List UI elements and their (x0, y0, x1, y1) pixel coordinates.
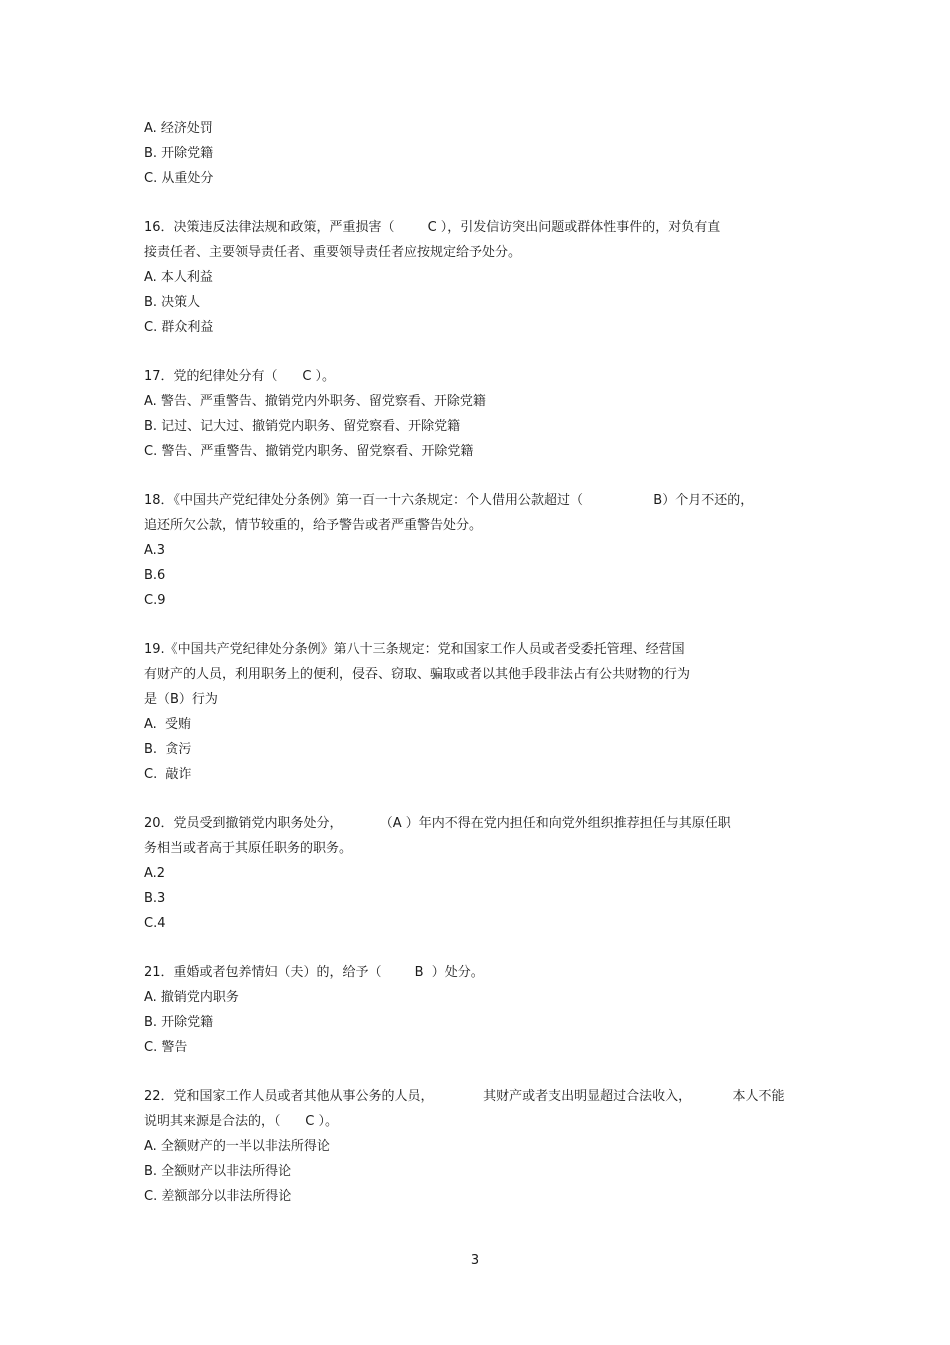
question-stem: 18．《中国共产党纪律处分条例》第一百一十六条规定：个人借用公款超过（ B）个月不还的， (144, 493, 754, 508)
option-b: B.6 (144, 568, 166, 583)
option-c: C. 从重处分 (144, 171, 214, 186)
question-17 (144, 364, 824, 464)
option-a: A. 全额财产的一半以非法所得论 (144, 1139, 330, 1154)
question-stem: 务相当或者高于其原任职务的职务。 (144, 841, 353, 856)
option-c: C. 敲诈 (144, 767, 192, 782)
option-a: A. 本人利益 (144, 270, 213, 285)
option-b: B. 全额财产以非法所得论 (144, 1164, 292, 1179)
question-19 (144, 637, 824, 787)
question-stem: 有财产的人员，利用职务上的便利，侵吞、窃取、骗取或者以其他手段非法占有公共财物的行为 (144, 667, 691, 682)
question-stem: 20．党员受到撤销党内职务处分， （A ）年内不得在党内担任和向党外组织推荐担任与其原任职 (144, 816, 731, 831)
option-b: B. 决策人 (144, 295, 201, 310)
option-a: A. 经济处罚 (144, 121, 213, 136)
question-21 (144, 960, 824, 1060)
option-a: A.3 (144, 543, 166, 558)
question-stem: 17．党的纪律处分有（ C ）。 (144, 369, 336, 384)
option-c: C. 警告、严重警告、撤销党内职务、留党察看、开除党籍 (144, 444, 474, 459)
option-a: A. 警告、严重警告、撤销党内外职务、留党察看、开除党籍 (144, 394, 486, 409)
question-stem: 19.《中国共产党纪律处分条例》第八十三条规定：党和国家工作人员或者受委托管理、经营国 (144, 642, 685, 657)
option-b: B. 贪污 (144, 742, 192, 757)
question-stem: 接责任者、主要领导责任者、重要领导责任者应按规定给予处分。 (144, 245, 522, 260)
question-stem: 16．决策违反法律法规和政策，严重损害（ C ），引发信访突出问题或群体性事件的，对负有直 (144, 220, 721, 235)
question-16 (144, 215, 824, 340)
option-b: B. 记过、记大过、撤销党内职务、留党察看、开除党籍 (144, 419, 461, 434)
option-a: A. 撤销党内职务 (144, 990, 239, 1005)
option-c: C.9 (144, 593, 166, 608)
question-18 (144, 488, 824, 613)
page-number: 3 (470, 1253, 480, 1268)
question-stem: 21．重婚或者包养情妇（夫）的，给予（ B ）处分。 (144, 965, 484, 980)
question-stem: 说明其来源是合法的，（ C ）。 (144, 1114, 339, 1129)
option-c: C. 差额部分以非法所得论 (144, 1189, 292, 1204)
question-stem: 追还所欠公款，情节较重的，给予警告或者严重警告处分。 (144, 518, 483, 533)
option-b: B.3 (144, 891, 166, 906)
option-a: A.2 (144, 866, 166, 881)
option-c: C. 警告 (144, 1040, 188, 1055)
prev-question-options (144, 116, 824, 191)
option-a: A. 受贿 (144, 717, 192, 732)
option-b: B. 开除党籍 (144, 146, 214, 161)
option-b: B. 开除党籍 (144, 1015, 214, 1030)
question-stem: 22．党和国家工作人员或者其他从事公务的人员， 其财产或者支出明显超过合法收入， 本人不能 (144, 1089, 785, 1104)
question-20 (144, 811, 824, 936)
question-list (144, 116, 824, 1209)
option-c: C. 群众利益 (144, 320, 214, 335)
option-c: C.4 (144, 916, 166, 931)
question-22 (144, 1084, 824, 1209)
question-stem: 是（B）行为 (144, 692, 218, 707)
